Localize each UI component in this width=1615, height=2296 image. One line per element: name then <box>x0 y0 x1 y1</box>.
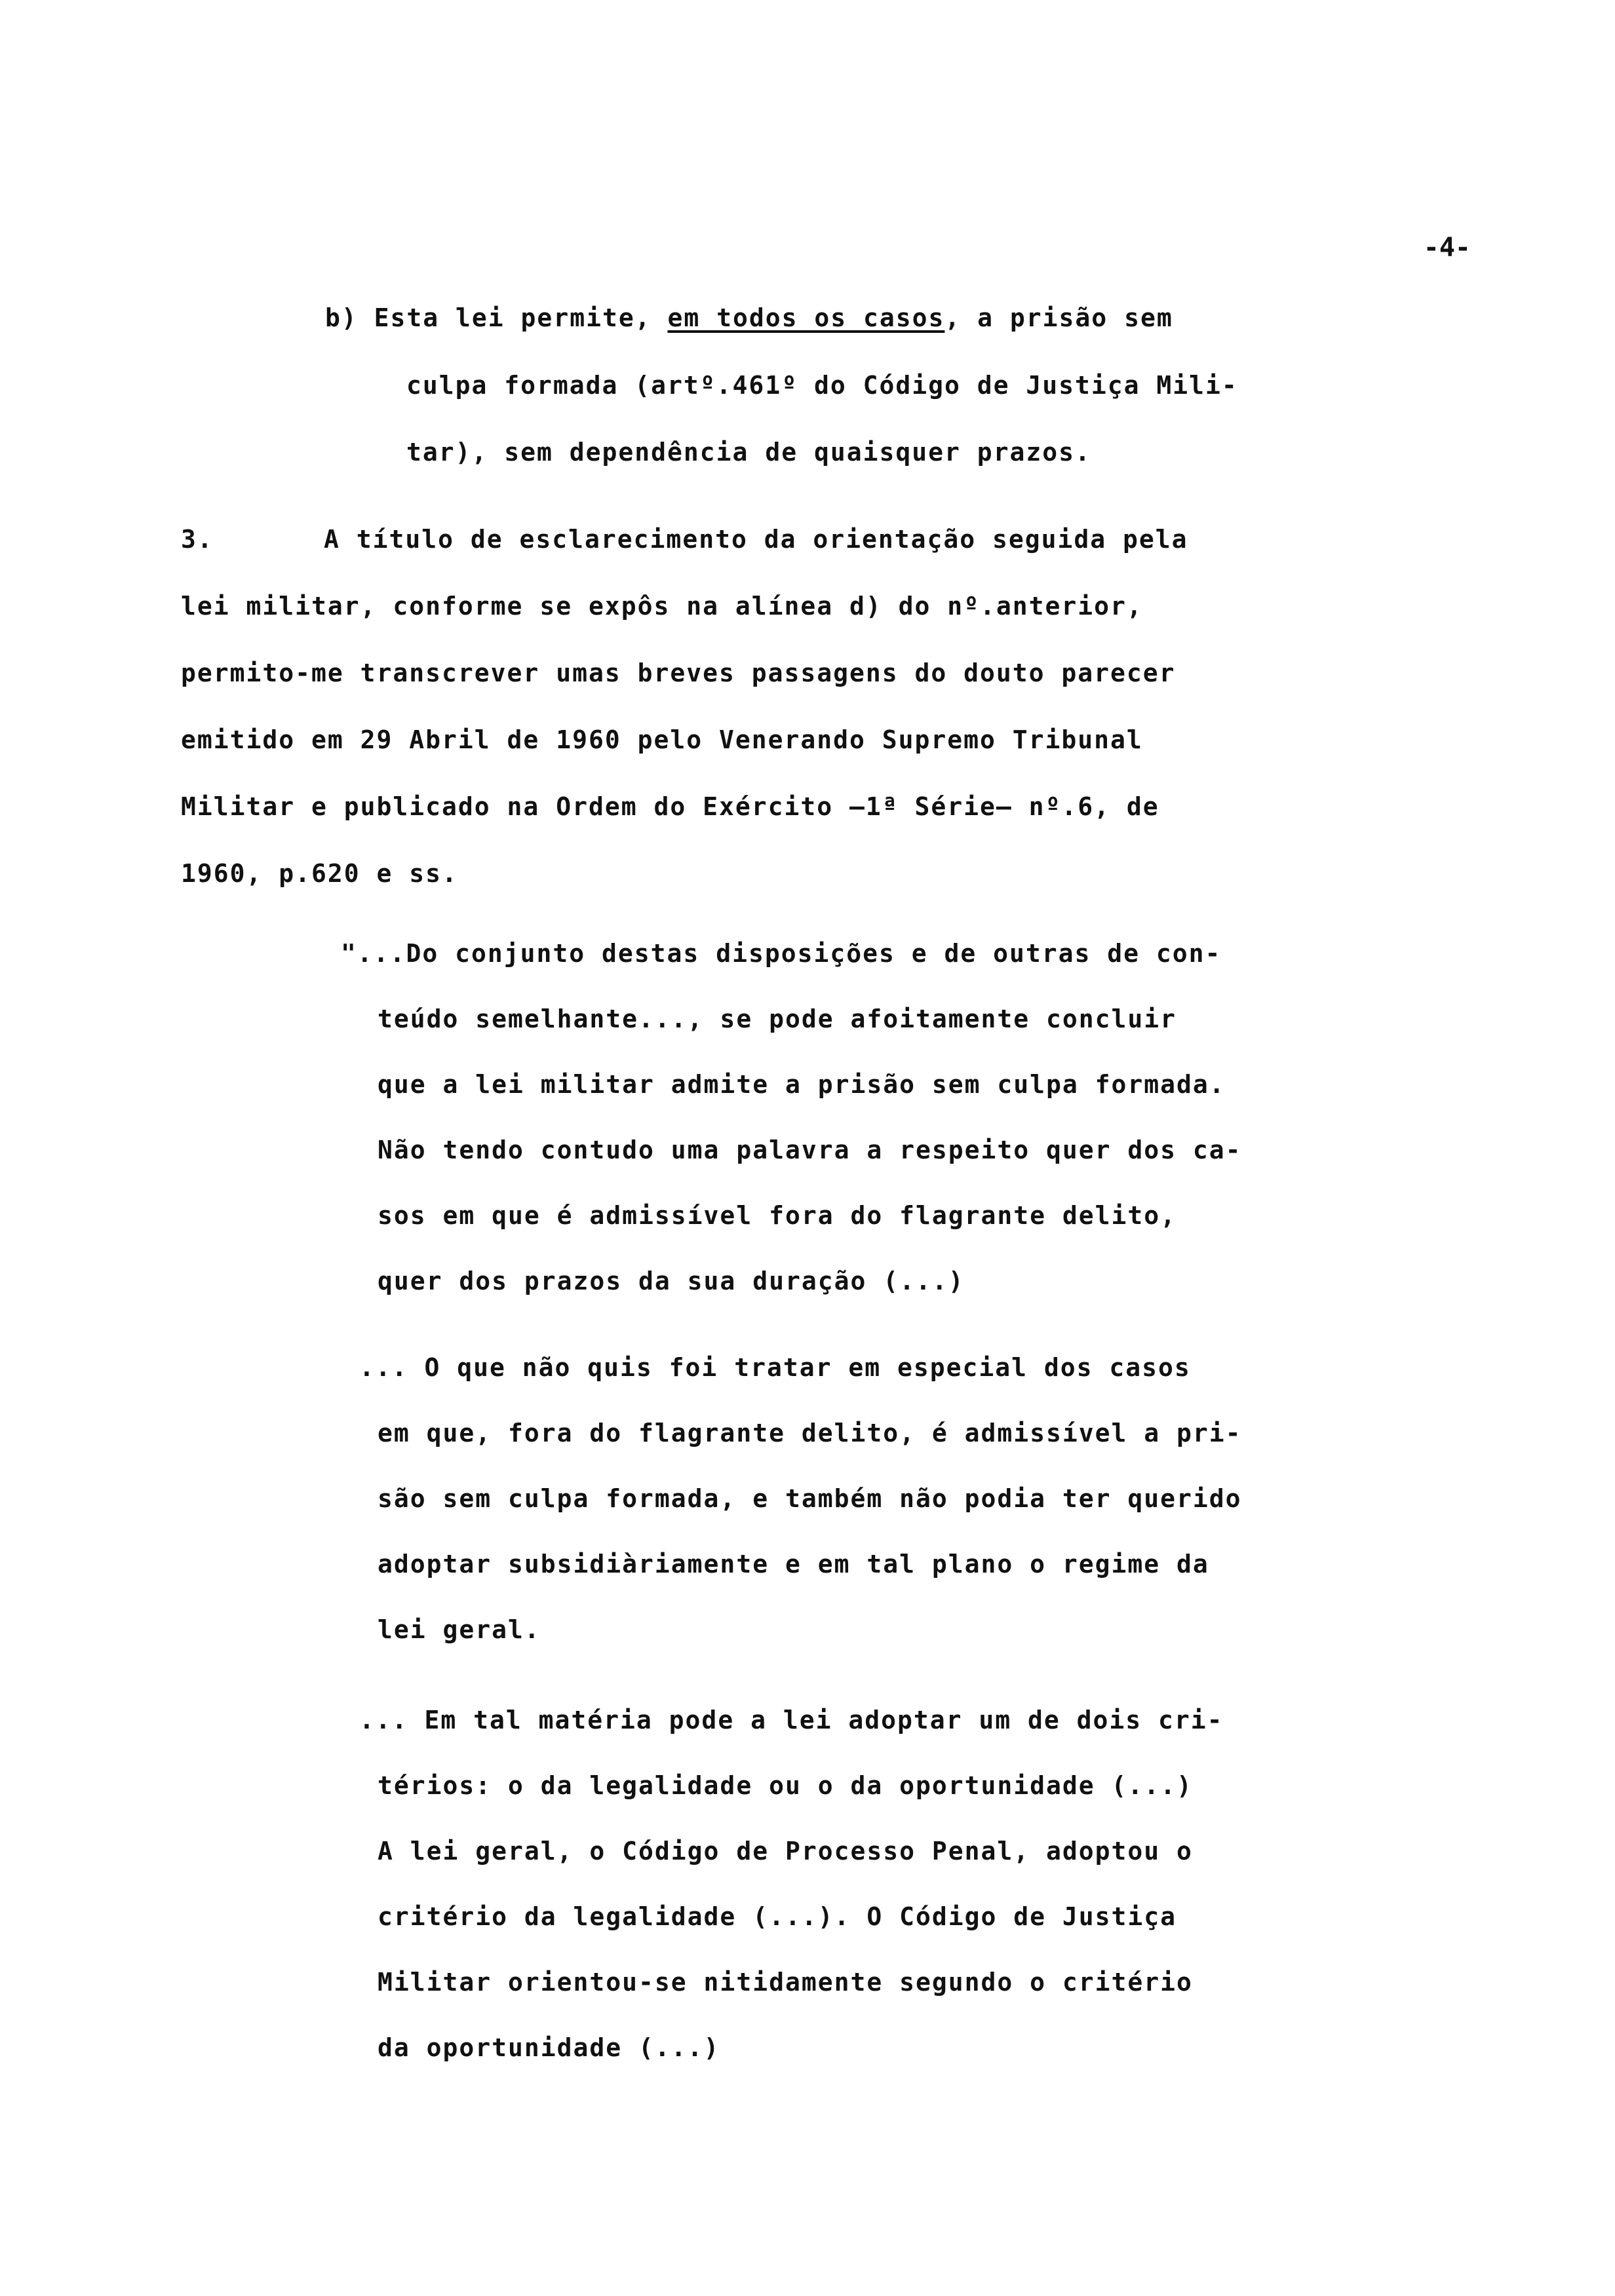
quote-2-line-2: em que, fora do flagrante delito, é admissível a pri- <box>378 1419 1242 1447</box>
section-3-line-3: permito-me transcrever umas breves passagens do douto parecer <box>181 659 1176 687</box>
page-number: -4- <box>1423 233 1471 263</box>
section-3-line-4: emitido em 29 Abril de 1960 pelo Venerando Supremo Tribunal <box>181 725 1143 754</box>
item-b-label: b) <box>325 303 358 332</box>
quote-3-line-2: térios: o da legalidade ou o da oportunidade (...) <box>378 1771 1193 1800</box>
section-3-line-5: Militar e publicado na Ordem do Exército —1ª Série— nº.6, de <box>181 792 1159 821</box>
quote-1-line-6: quer dos prazos da sua duração (...) <box>378 1267 965 1295</box>
item-b-line-2: culpa formada (artº.461º do Código de Justiça Mili- <box>406 371 1238 400</box>
quote-1-line-4: Não tendo contudo uma palavra a respeito quer dos ca- <box>378 1136 1242 1164</box>
quote-3-line-3: A lei geral, o Código de Processo Penal, adoptou o <box>378 1837 1193 1866</box>
item-b-text-after: , a prisão sem <box>944 303 1173 332</box>
item-b-underlined: em todos os casos <box>667 303 945 332</box>
quote-2-line-4: adoptar subsidiàriamente e em tal plano o regime da <box>378 1550 1209 1578</box>
quote-3-line-6: da oportunidade (...) <box>378 2033 720 2062</box>
quote-1-line-3: que a lei militar admite a prisão sem culpa formada. <box>378 1070 1226 1099</box>
quote-3-line-5: Militar orientou-se nitidamente segundo o critério <box>378 1968 1193 1997</box>
quote-2-line-3: são sem culpa formada, e também não podia ter querido <box>378 1484 1242 1513</box>
item-b-text-before: Esta lei permite, <box>374 303 668 332</box>
section-3-number: 3. <box>181 525 214 554</box>
quote-3-line-4: critério da legalidade (...). O Código de Justiça <box>378 1902 1177 1931</box>
item-b-line-3: tar), sem dependência de quaisquer prazos. <box>406 438 1091 467</box>
quote-3-line-1: ... Em tal matéria pode a lei adoptar um de dois cri- <box>359 1706 1224 1734</box>
section-3-line-2: lei militar, conforme se expôs na alínea d) do nº.anterior, <box>181 592 1143 621</box>
quote-1-line-1: "...Do conjunto destas disposições e de outras de con- <box>341 939 1222 968</box>
section-3-line-6: 1960, p.620 e ss. <box>181 859 458 888</box>
quote-1-line-2: teúdo semelhante..., se pode afoitamente concluir <box>378 1004 1177 1033</box>
section-3-line-1: A título de esclarecimento da orientação seguida pela <box>324 525 1188 554</box>
item-b-line-1 <box>325 301 1173 334</box>
quote-2-line-1: ... O que não quis foi tratar em especial dos casos <box>359 1353 1191 1382</box>
quote-2-line-5: lei geral. <box>378 1615 541 1644</box>
quote-1-line-5: sos em que é admissível fora do flagrante delito, <box>378 1201 1177 1230</box>
